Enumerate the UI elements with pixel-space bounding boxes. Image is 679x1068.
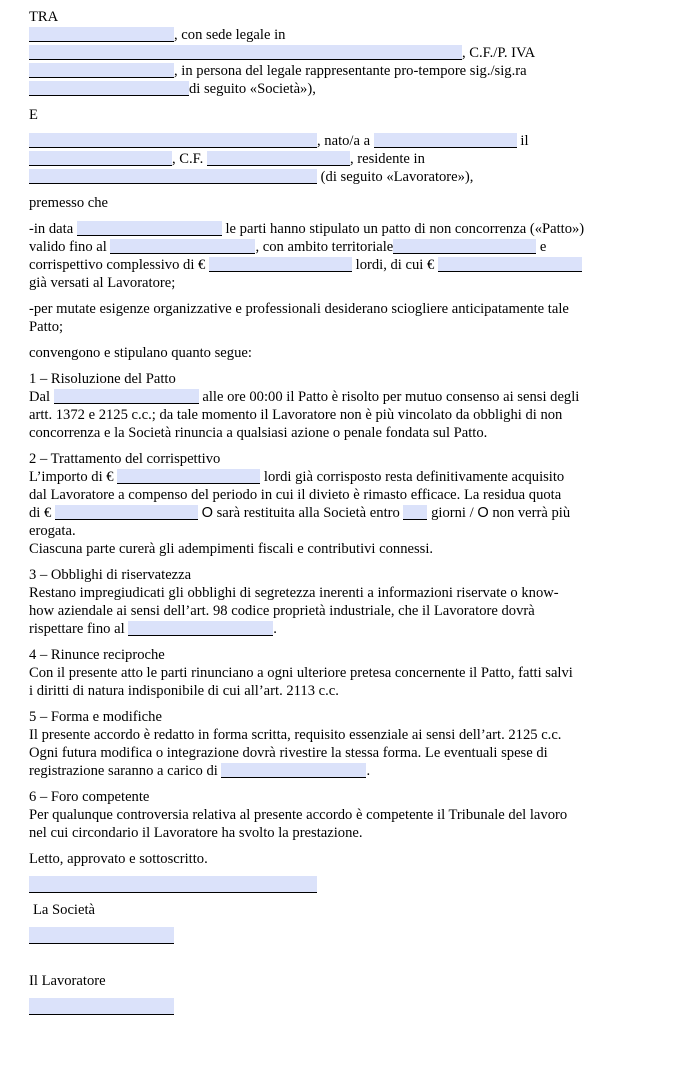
section-2-title: 2 – Trattamento del corrispettivo — [29, 451, 221, 467]
convengono-text: convengono e stipulano quanto segue: — [29, 345, 252, 361]
premise2-text: Patto; — [29, 319, 64, 335]
section-4-title: 4 – Rinunce reciproche — [29, 647, 165, 663]
premise1-text: , con ambito territoriale — [255, 239, 394, 255]
section-3-text: how aziendale ai sensi dell’art. 98 codice proprietà industriale, che il Lavoratore dovrà — [29, 603, 535, 619]
cf-label: , C.F. — [172, 151, 204, 167]
section-1-text: artt. 1372 e 2125 c.c.; da tale momento il Lavoratore non è più vincolato da obblighi di non — [29, 407, 563, 423]
section-1-title: 1 – Risoluzione del Patto — [29, 371, 176, 387]
premise1-text: le parti hanno stipulato un patto di non concorrenza («Patto») — [225, 221, 585, 237]
section-2-text: non verrà più — [492, 505, 571, 521]
total-amount-field[interactable] — [209, 257, 352, 272]
section-2-text: sarà restituita alla Società entro — [216, 505, 400, 521]
confidentiality-date-field[interactable] — [128, 621, 273, 636]
representative-label: , in persona del legale rappresentante pro-tempore sig./sig.ra — [174, 63, 527, 79]
section-3-text: rispettare fino al — [29, 621, 125, 637]
lavoratore-signature-label: Il Lavoratore — [29, 973, 106, 989]
worker-address-field[interactable] — [29, 169, 317, 184]
section-1-text: alle ore 00:00 il Patto è risolto per mutuo consenso ai sensi degli — [202, 389, 580, 405]
section-1-text: concorrenza e la Società rinuncia a qualsiasi azione o penale fondata sul Patto. — [29, 425, 488, 441]
section-1-text: Dal — [29, 389, 51, 405]
sede-label: , con sede legale in — [174, 27, 286, 43]
section-3-text: Restano impregiudicati gli obblighi di segretezza inerenti a informazioni riservate o know- — [29, 585, 559, 601]
territory-field[interactable] — [393, 239, 536, 254]
closing-text: Letto, approvato e sottoscritto. — [29, 851, 208, 867]
section-2-text: lordi già corrisposto resta definitivamente acquisito — [263, 469, 565, 485]
section-3-text: . — [273, 621, 277, 637]
birth-date-field[interactable] — [29, 151, 172, 166]
section-5-text: Il presente accordo è redatto in forma scritta, requisito essenziale ai sensi dell’art. 2125 c.c. — [29, 727, 562, 743]
premise2-text: -per mutate esigenze organizzative e professionali desiderano sciogliere anticipatamente tale — [29, 301, 569, 317]
return-days-field[interactable] — [403, 505, 427, 520]
section-3-title: 3 – Obblighi di riservatezza — [29, 567, 192, 583]
company-name-field[interactable] — [29, 27, 174, 42]
section-6-title: 6 – Foro competente — [29, 789, 150, 805]
societa-label: di seguito «Società»), — [189, 81, 316, 97]
section-2-text: di € — [29, 505, 52, 521]
option-return-checkbox[interactable]: O — [201, 505, 213, 521]
section-2-text: L’importo di € — [29, 469, 114, 485]
resident-label: , residente in — [349, 151, 425, 167]
section-5-text: . — [366, 763, 371, 779]
patto-date-field[interactable] — [77, 221, 222, 236]
termination-date-field[interactable] — [54, 389, 199, 404]
societa-signature-field[interactable] — [29, 927, 174, 944]
section-2-text: giorni / — [431, 505, 474, 521]
premise1-text: e — [539, 239, 547, 255]
paid-amount-field[interactable] — [438, 257, 582, 272]
worker-tax-code-field[interactable] — [207, 151, 350, 166]
contract-document — [29, 8, 659, 1015]
e-heading: E — [29, 107, 38, 123]
representative-name-field[interactable] — [29, 81, 189, 96]
section-2-text: erogata. — [29, 523, 76, 539]
registration-fees-party-field[interactable] — [221, 763, 366, 778]
tra-heading: TRA — [29, 9, 59, 25]
patto-expiry-field[interactable] — [110, 239, 255, 254]
section-2-text: Ciascuna parte curerà gli adempimenti fiscali e contributivi connessi. — [29, 541, 434, 557]
signature-place-date-field[interactable] — [29, 876, 317, 893]
premise1-text: già versati al Lavoratore; — [29, 275, 176, 291]
section-5-title: 5 – Forma e modifiche — [29, 709, 162, 725]
lavoratore-signature-field[interactable] — [29, 998, 174, 1015]
residual-amount-field[interactable] — [55, 505, 198, 520]
premise1-text: -in data — [29, 221, 74, 237]
section-4-text: i diritti di natura indisponibile di cui all’art. 2113 c.c. — [29, 683, 339, 699]
section-2-text: dal Lavoratore a compenso del periodo in cui il divieto è rimasto efficace. La residua quota — [29, 487, 562, 503]
premise1-text: corrispettivo complessivo di € — [29, 257, 206, 273]
section-5-text: Ogni futura modifica o integrazione dovrà rivestire la stessa forma. Le eventuali spese di — [29, 745, 548, 761]
company-address-field[interactable] — [29, 45, 462, 60]
section-6-text: Per qualunque controversia relativa al presente accordo è competente il Tribunale del lavoro — [29, 807, 568, 823]
option-not-paid-checkbox[interactable]: O — [477, 505, 489, 521]
premise1-text: valido fino al — [29, 239, 107, 255]
born-label: , nato/a a — [317, 133, 371, 149]
premise1-text: lordi, di cui € — [355, 257, 435, 273]
on-label: il — [520, 133, 529, 149]
birth-place-field[interactable] — [374, 133, 517, 148]
premesso-heading: premesso che — [29, 195, 109, 211]
section-5-text: registrazione saranno a carico di — [29, 763, 218, 779]
lavoratore-label: (di seguito «Lavoratore»), — [320, 169, 474, 185]
cf-iva-label: , C.F./P. IVA — [462, 45, 536, 61]
section-4-text: Con il presente atto le parti rinunciano a ogni ulteriore pretesa concernente il Patto, fatti salvi — [29, 665, 573, 681]
societa-signature-label: La Società — [33, 902, 95, 918]
worker-name-field[interactable] — [29, 133, 317, 148]
acquired-amount-field[interactable] — [117, 469, 260, 484]
company-vat-field[interactable] — [29, 63, 174, 78]
section-6-text: nel cui circondario il Lavoratore ha svolto la prestazione. — [29, 825, 363, 841]
